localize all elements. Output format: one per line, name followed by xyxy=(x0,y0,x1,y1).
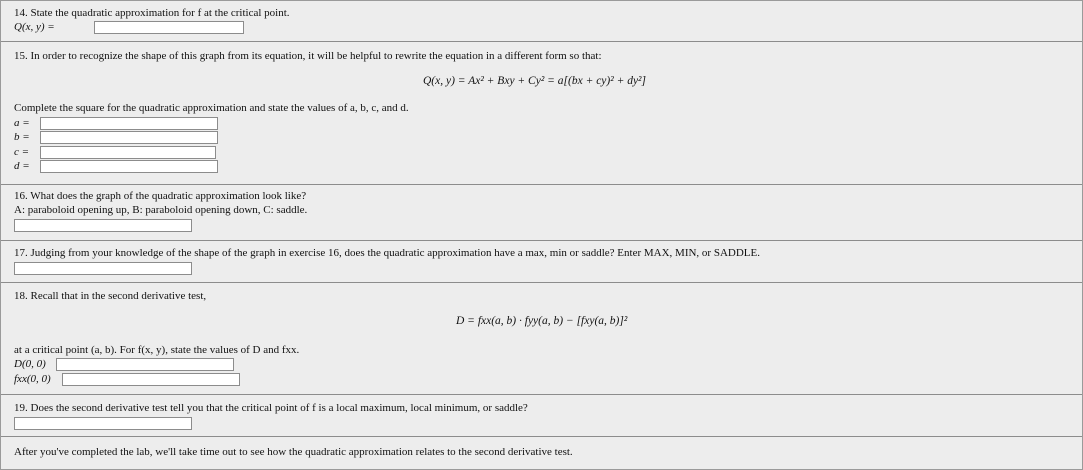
completed-square-equation: Q(x, y) = Ax² + Bxy + Cy² = a[(bx + cy)² + dy²] xyxy=(423,75,646,87)
question-19-text: 19. Does the second derivative test tell you that the critical point of f is a local maximum, local minimum, or saddle? xyxy=(14,402,528,414)
d-at-origin-input[interactable] xyxy=(56,358,234,371)
a-input[interactable] xyxy=(40,117,218,130)
question-15-text: 15. In order to recognize the shape of this graph from its equation, it will be helpful to rewrite the equation in a different form so that: xyxy=(14,50,602,62)
graph-shape-input[interactable] xyxy=(14,219,192,232)
question-18 xyxy=(1,283,1082,395)
closing-text: After you've completed the lab, we'll take time out to see how the quadratic approximation relates to the second derivative test. xyxy=(14,446,573,458)
b-input[interactable] xyxy=(40,131,218,144)
question-15-instruction: Complete the square for the quadratic approximation and state the values of a, b, c, and d. xyxy=(14,102,409,114)
b-label: b = xyxy=(14,131,30,143)
closing-note xyxy=(1,437,1082,469)
quadratic-approximation-input[interactable] xyxy=(94,21,244,34)
q-label: Q(x, y) = xyxy=(14,21,55,33)
question-18-text: 18. Recall that in the second derivative test, xyxy=(14,290,207,302)
d-at-origin-label: D(0, 0) xyxy=(14,358,46,370)
question-15 xyxy=(1,42,1082,185)
d-label: d = xyxy=(14,160,30,172)
c-label: c = xyxy=(14,146,30,158)
d-input[interactable] xyxy=(40,160,218,173)
question-16-options: A: paraboloid opening up, B: paraboloid opening down, C: saddle. xyxy=(14,204,308,216)
question-17 xyxy=(1,241,1082,283)
a-label: a = xyxy=(14,117,30,129)
fxx-at-origin-label: fxx(0, 0) xyxy=(14,373,51,385)
second-derivative-test-formula: D = fxx(a, b) · fyy(a, b) − [fxy(a, b)]² xyxy=(456,315,628,327)
fxx-at-origin-input[interactable] xyxy=(62,373,240,386)
question-14 xyxy=(1,1,1082,42)
question-17-text: 17. Judging from your knowledge of the shape of the graph in exercise 16, does the quadratic approximation have a max, min or saddle? Enter MAX, MIN, or SADDLE. xyxy=(14,247,760,259)
question-16-text: 16. What does the graph of the quadratic approximation look like? xyxy=(14,190,307,202)
critical-point-type-input[interactable] xyxy=(14,417,192,430)
max-min-saddle-input[interactable] xyxy=(14,262,192,275)
question-16 xyxy=(1,185,1082,241)
question-19 xyxy=(1,395,1082,437)
question-14-text: 14. State the quadratic approximation for f at the critical point. xyxy=(14,7,290,19)
c-input[interactable] xyxy=(40,146,216,159)
question-18-instruction: at a critical point (a, b). For f(x, y), state the values of D and fxx. xyxy=(14,344,300,356)
